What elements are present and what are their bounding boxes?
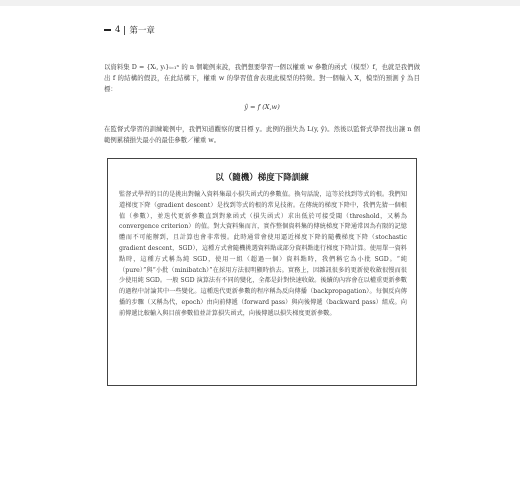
box-title: 以（隨機）梯度下降訓練 [215, 173, 309, 183]
top-edge-shade [0, 0, 520, 6]
sidebar-box [107, 158, 417, 386]
box-text: 監督式學習的目的是挑出對輸入資料集最小損失函式的參數值。換句話說，這等於找到等式的根。我們知道梯度下降（gradient descent）是找到等式的根的常見技術。在傳統的梯度下降中，我們先猜一個根值（參數），並迭代更新參數直到對象函式（損失函式）求出低於可接受閾（threshold，又稱為 convergence criterion）的值。對大資料集而言，實作整個資料集的傳統梯度下降通常因為有限的記憶體而不可能辦到，且計算也會非常慢。此時通常會使用逼近梯度下降的隨機梯度下降（stochastic gradient descent，SGD），這種方式會隨機挑選資料點或部分資料點進行梯度下降計算。使用單一資料點時，這種方式稱為純 SGD，使用一組（超過一個）資料點時，我們稱它為小批 SGD。“純（pure）”與“小批（minibatch）”在採用方法很明顯時捨去。實務上，因雜訊很多的更新使收斂很慢而很少使用純 SGD。一般 SGD 演算法有不同的變化，全都是針對快速收斂。後續的內容會在以權重更新參數的過程中討論其中一些變化。這種迭代更新參數的程序稱為反向傳播（backpropagation）。每個反向傳播的步驟（又稱為代，epoch）由向前傳遞（forward pass）與向後傳遞（backward pass）組成。向前傳遞比較輸入與目前參數值並計算損失函式，向後傳遞以損失梯度更新參數。 [119, 191, 407, 317]
second-paragraph: 在監督式學習的訓練範例中，我們知道觀察的實目標 y。此例的損失為 L(y, ŷ)。然後以監督式學習找出讓 n 個範例累積損失最小的最佳參數／權重 w。 [104, 125, 420, 144]
prediction-equation: ŷ = f (X,w) [244, 103, 280, 111]
header-divider [124, 26, 125, 35]
running-header [104, 24, 155, 36]
page-number: 4 [115, 25, 121, 35]
header-rule-mark [104, 29, 111, 31]
chapter-title: 第一章 [129, 26, 155, 36]
intro-paragraph: 以資料集 D = {Xᵢ, yᵢ}ᵢ₌₁ⁿ 的 n 個範例來說，我們想要學習一個以權重 w 參數的函式（模型）f，也就是我們做出 f 的結構的假設，在此結構下，權重 w 的學習值會表現此模型的特徵。對一個輸入 X，模型的預測 ŷ 為目標： [104, 63, 420, 93]
